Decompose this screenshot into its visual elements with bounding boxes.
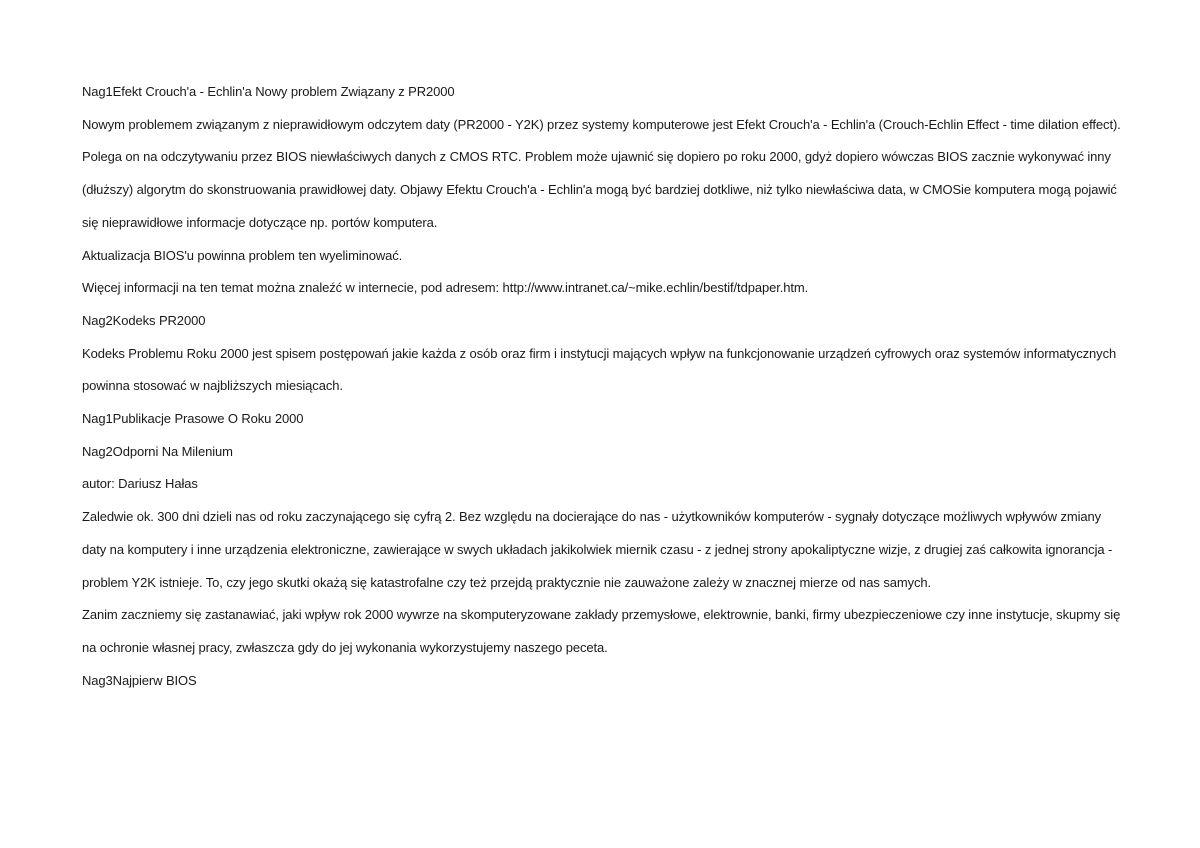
document-page bbox=[82, 76, 1122, 697]
author-line: autor: Dariusz Hałas bbox=[82, 476, 198, 492]
paragraph-bios-update: Aktualizacja BIOS'u powinna problem ten wyeliminować. bbox=[82, 247, 403, 263]
heading-kodeks-pr2000: Nag2Kodeks PR2000 bbox=[82, 312, 206, 328]
paragraph-crouch-echlin-description: Nowym problemem związanym z nieprawidłowym odczytem daty (PR2000 - Y2K) przez systemy komputerowe jest Efekt Crouch'a - Echlin'a (Crouch-Echlin Effect - time dilation effect). Polega on na odczytywaniu przez BIOS niewłaściwych danych z CMOS RTC. Problem może ujawnić się dopiero po roku 2000, gdyż dopiero wówczas BIOS zacznie wykonywać inny (dłuższy) algorytm do skonstruowania prawidłowej daty. Objawy Efektu Crouch'a - Echlin'a mogą być bardziej dotkliwe, niż tylko niewłaściwa data, w CMOSie komputera mogą pojawić się nieprawidłowe informacje dotyczące np. portów komputera. bbox=[82, 116, 1121, 230]
paragraph-more-info-link: Więcej informacji na ten temat można znaleźć w internecie, pod adresem: http://www.intranet.ca/~mike.echlin/bestif/tdpaper.htm. bbox=[82, 280, 809, 296]
heading-efekt-crouch-echlin: Nag1Efekt Crouch'a - Echlin'a Nowy problem Związany z PR2000 bbox=[82, 84, 455, 99]
heading-odporni-na-milenium: Nag2Odporni Na Milenium bbox=[82, 443, 233, 459]
paragraph-zanim-zaczniemy: Zanim zaczniemy się zastanawiać, jaki wpływ rok 2000 wywrze na skomputeryzowane zakłady przemysłowe, elektrownie, banki, firmy ubezpieczeniowe czy inne instytucje, skupmy się na ochronie własnej pracy, zwłaszcza gdy do jej wykonania wykorzystujemy naszego peceta. bbox=[82, 607, 1121, 655]
heading-najpierw-bios: Nag3Najpierw BIOS bbox=[82, 672, 197, 688]
paragraph-300-dni: Zaledwie ok. 300 dni dzieli nas od roku zaczynającego się cyfrą 2. Bez względu na docierające do nas - użytkowników komputerów - sygnały dotyczące możliwych wpływów zmiany daty na komputery i inne urządzenia elektroniczne, zawierające w swych układach jakikolwiek miernik czasu - z jednej strony apokaliptyczne wizje, z drugiej zaś całkowita ignorancja - problem Y2K istnieje. To, czy jego skutki okażą się katastrofalne czy też przejdą praktycznie nie zauważone zależy w znacznej mierze od nas samych. bbox=[82, 509, 1113, 590]
paragraph-kodeks-description: Kodeks Problemu Roku 2000 jest spisem postępowań jakie każda z osób oraz firm i instytucji mających wpływ na funkcjonowanie urządzeń cyfrowych oraz systemów informatycznych powinna stosować w najbliższych miesiącach. bbox=[82, 345, 1117, 394]
heading-publikacje-prasowe: Nag1Publikacje Prasowe O Roku 2000 bbox=[82, 411, 304, 427]
